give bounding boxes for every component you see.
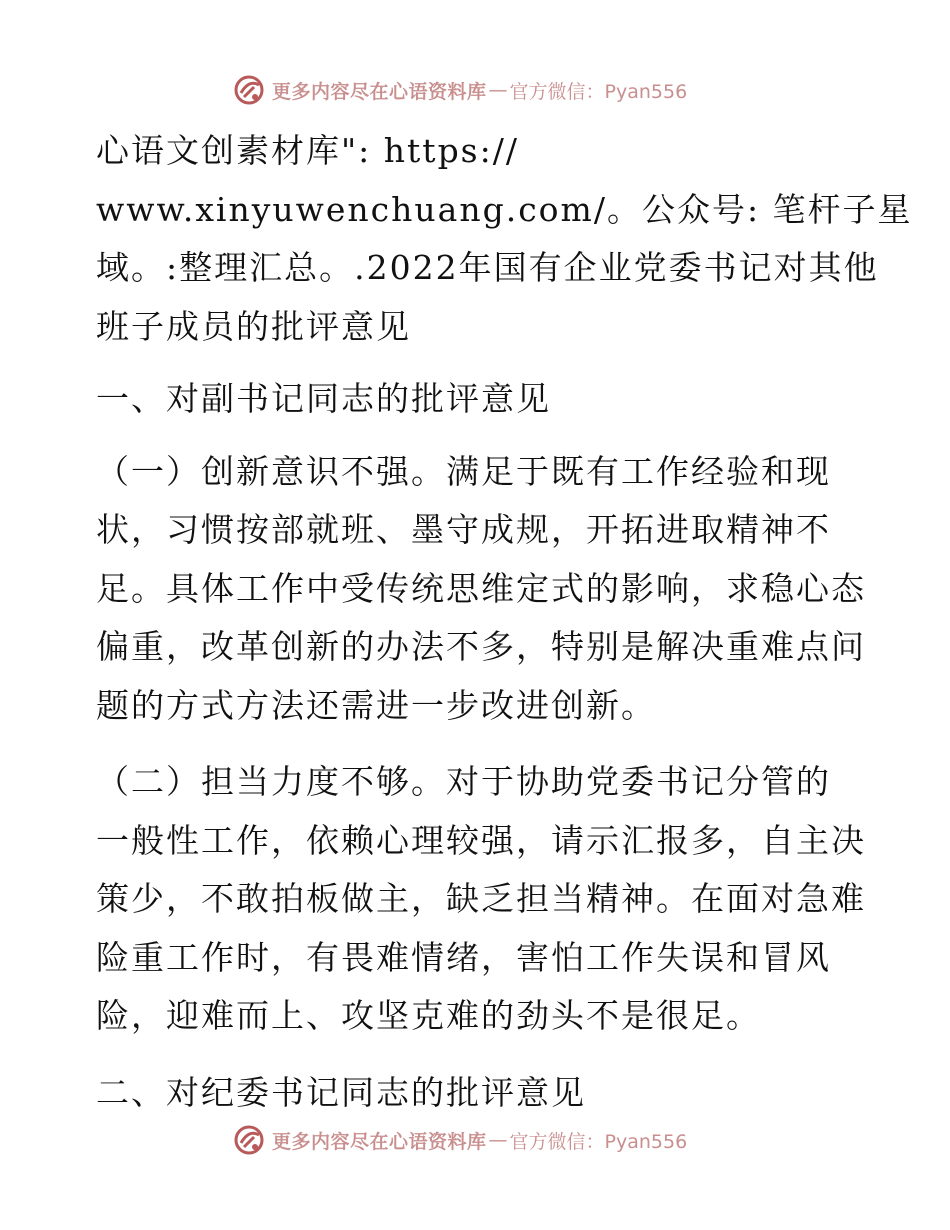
- intro-line: www.xinyuwenchuang.com/。公众号: 笔杆子星: [96, 189, 913, 229]
- brand-logo-icon: [232, 1123, 266, 1157]
- para1-line: 题的方式方法还需进一步改进创新。: [96, 685, 656, 725]
- para1-line: 偏重，改革创新的办法不多，特别是解决重难点问: [96, 627, 866, 666]
- watermark-text: 更多内容尽在心语资料库: [272, 80, 487, 103]
- header-watermark: [232, 72, 687, 108]
- watermark-separator: —: [488, 79, 508, 101]
- watermark-separator: —: [488, 1129, 508, 1151]
- watermark-account: 官方微信：Pyan556: [509, 80, 688, 103]
- para1-line: 状，习惯按部就班、墨守成规，开拓进取精神不: [96, 510, 831, 549]
- section1-heading: 一、对副书记同志的批评意见: [96, 379, 551, 418]
- para2-line: 险，迎难而上、攻坚克难的劲头不是很足。: [96, 996, 761, 1035]
- watermark-account: 官方微信：Pyan556: [509, 1130, 688, 1153]
- intro-line: 心语文创素材库": https://: [96, 131, 519, 170]
- para2-line: 一般性工作，依赖心理较强，请示汇报多，自主决: [96, 820, 866, 860]
- watermark-text: 更多内容尽在心语资料库: [272, 1130, 487, 1153]
- footer-watermark: [232, 1122, 687, 1158]
- para1-line: （一）创新意识不强。满足于既有工作经验和现: [96, 451, 831, 491]
- para2-line: （二）担当力度不够。对于协助党委书记分管的: [96, 762, 831, 801]
- intro-line: 域。:整理汇总。.2022年国有企业党委书记对其他: [96, 248, 879, 287]
- intro-line: 班子成员的批评意见: [96, 306, 411, 346]
- section2-heading: 二、对纪委书记同志的批评意见: [96, 1072, 586, 1112]
- document-body: [96, 122, 913, 1122]
- brand-logo-icon: [232, 73, 266, 107]
- para1-line: 足。具体工作中受传统思维定式的影响，求稳心态: [96, 568, 866, 608]
- para2-line: 险重工作时，有畏难情绪，害怕工作失误和冒风: [96, 937, 831, 977]
- para2-line: 策少，不敢拍板做主，缺乏担当精神。在面对急难: [96, 879, 866, 918]
